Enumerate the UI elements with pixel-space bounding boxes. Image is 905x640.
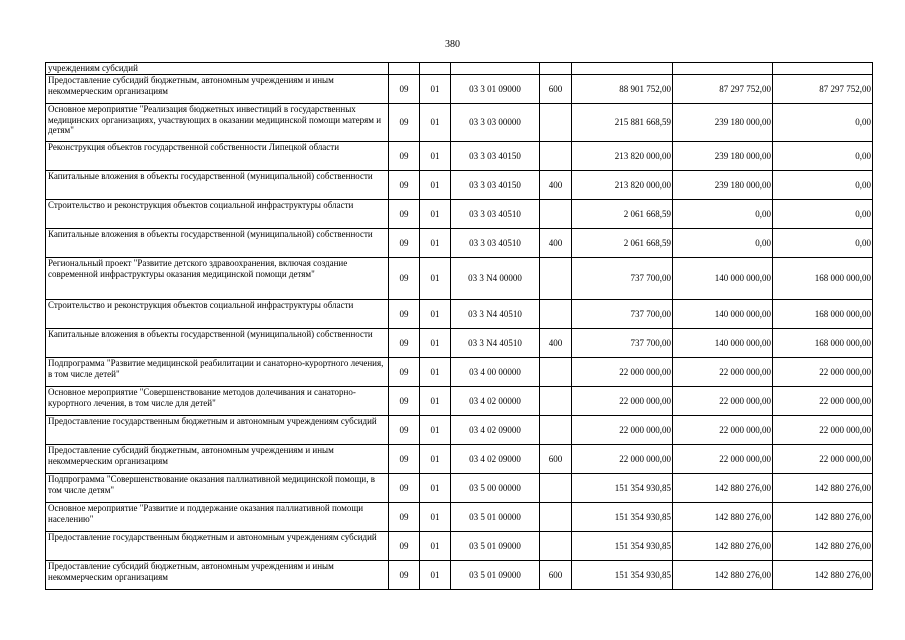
ved-cell: 09 <box>389 229 420 258</box>
sum-2021-cell <box>572 63 673 75</box>
row-name-cell: Капитальные вложения в объекты государственной (муниципальной) собственности <box>46 229 389 258</box>
csr-cell: 03 4 02 09000 <box>451 445 540 474</box>
sum-2023-cell: 168 000 000,00 <box>773 300 873 329</box>
ved-cell: 09 <box>389 258 420 300</box>
sum-2021-cell: 737 700,00 <box>572 258 673 300</box>
sum-2022-cell: 142 880 276,00 <box>673 503 773 532</box>
page-number: 380 <box>445 39 460 50</box>
row-name-cell: Капитальные вложения в объекты государственной (муниципальной) собственности <box>46 171 389 200</box>
csr-cell: 03 3 01 09000 <box>451 75 540 104</box>
sum-2023-cell: 0,00 <box>773 171 873 200</box>
sum-2023-cell: 22 000 000,00 <box>773 445 873 474</box>
vr-cell <box>540 104 572 142</box>
table-row <box>46 329 873 358</box>
razdel-cell: 01 <box>420 532 451 561</box>
csr-cell: 03 4 00 00000 <box>451 358 540 387</box>
vr-cell <box>540 387 572 416</box>
sum-2023-cell: 142 880 276,00 <box>773 532 873 561</box>
sum-2023-cell: 22 000 000,00 <box>773 416 873 445</box>
sum-2022-cell: 140 000 000,00 <box>673 329 773 358</box>
sum-2021-cell: 213 820 000,00 <box>572 171 673 200</box>
table-row <box>46 258 873 300</box>
sum-2021-cell: 151 354 930,85 <box>572 503 673 532</box>
sum-2022-cell: 22 000 000,00 <box>673 445 773 474</box>
table-row <box>46 387 873 416</box>
sum-2023-cell: 0,00 <box>773 200 873 229</box>
csr-cell: 03 3 03 40150 <box>451 142 540 171</box>
table-row <box>46 532 873 561</box>
csr-cell: 03 5 01 09000 <box>451 561 540 590</box>
ved-cell: 09 <box>389 532 420 561</box>
ved-cell: 09 <box>389 474 420 503</box>
sum-2022-cell: 239 180 000,00 <box>673 142 773 171</box>
table-row <box>46 445 873 474</box>
razdel-cell: 01 <box>420 474 451 503</box>
sum-2021-cell: 2 061 668,59 <box>572 229 673 258</box>
sum-2023-cell: 168 000 000,00 <box>773 329 873 358</box>
sum-2022-cell: 0,00 <box>673 200 773 229</box>
csr-cell: 03 5 01 00000 <box>451 503 540 532</box>
ved-cell <box>389 63 420 75</box>
row-name-cell: Строительство и реконструкция объектов социальной инфраструктуры области <box>46 300 389 329</box>
row-name-cell: Предоставление государственным бюджетным и автономным учреждениям субсидий <box>46 416 389 445</box>
sum-2022-cell: 87 297 752,00 <box>673 75 773 104</box>
ved-cell: 09 <box>389 200 420 229</box>
sum-2022-cell: 22 000 000,00 <box>673 416 773 445</box>
vr-cell <box>540 532 572 561</box>
razdel-cell: 01 <box>420 75 451 104</box>
sum-2023-cell: 0,00 <box>773 229 873 258</box>
csr-cell: 03 3 03 00000 <box>451 104 540 142</box>
vr-cell <box>540 503 572 532</box>
row-name-cell: Предоставление субсидий бюджетным, автономным учреждениям и иным некоммерческим организациям <box>46 561 389 590</box>
sum-2021-cell: 151 354 930,85 <box>572 474 673 503</box>
vr-cell: 400 <box>540 229 572 258</box>
vr-cell <box>540 300 572 329</box>
ved-cell: 09 <box>389 142 420 171</box>
sum-2021-cell: 88 901 752,00 <box>572 75 673 104</box>
sum-2021-cell: 737 700,00 <box>572 300 673 329</box>
table-row <box>46 104 873 142</box>
razdel-cell: 01 <box>420 329 451 358</box>
row-name-cell: Предоставление субсидий бюджетным, автономным учреждениям и иным некоммерческим организациям <box>46 75 389 104</box>
csr-cell: 03 3 03 40510 <box>451 200 540 229</box>
csr-cell: 03 3 03 40510 <box>451 229 540 258</box>
table-row <box>46 142 873 171</box>
sum-2023-cell: 22 000 000,00 <box>773 358 873 387</box>
ved-cell: 09 <box>389 104 420 142</box>
vr-cell <box>540 63 572 75</box>
sum-2021-cell: 213 820 000,00 <box>572 142 673 171</box>
row-name-cell: Основное мероприятие "Реализация бюджетных инвестиций в государственных медицинских организациях, участвующих в оказании медицинской помощи матерям и детям" <box>46 104 389 142</box>
sum-2023-cell: 168 000 000,00 <box>773 258 873 300</box>
vr-cell <box>540 474 572 503</box>
sum-2021-cell: 737 700,00 <box>572 329 673 358</box>
sum-2021-cell: 215 881 668,59 <box>572 104 673 142</box>
csr-cell: 03 3 N4 40510 <box>451 329 540 358</box>
csr-cell: 03 4 02 09000 <box>451 416 540 445</box>
razdel-cell: 01 <box>420 416 451 445</box>
sum-2022-cell: 239 180 000,00 <box>673 171 773 200</box>
ved-cell: 09 <box>389 75 420 104</box>
table-row <box>46 503 873 532</box>
vr-cell <box>540 416 572 445</box>
row-name-cell: Предоставление субсидий бюджетным, автономным учреждениям и иным некоммерческим организациям <box>46 445 389 474</box>
sum-2022-cell: 142 880 276,00 <box>673 474 773 503</box>
vr-cell: 400 <box>540 329 572 358</box>
razdel-cell: 01 <box>420 258 451 300</box>
table-row <box>46 75 873 104</box>
vr-cell <box>540 258 572 300</box>
sum-2023-cell <box>773 63 873 75</box>
razdel-cell: 01 <box>420 171 451 200</box>
razdel-cell: 01 <box>420 387 451 416</box>
table-row <box>46 300 873 329</box>
table-row <box>46 416 873 445</box>
vr-cell <box>540 142 572 171</box>
razdel-cell <box>420 63 451 75</box>
row-name-cell: Подпрограмма "Развитие медицинской реабилитации и санаторно-курортного лечения, в том числе детей" <box>46 358 389 387</box>
sum-2023-cell: 0,00 <box>773 142 873 171</box>
row-name-cell: Основное мероприятие "Совершенствование методов долечивания и санаторно-курортного лечения, в том числе для детей" <box>46 387 389 416</box>
table-row <box>46 358 873 387</box>
ved-cell: 09 <box>389 503 420 532</box>
sum-2022-cell: 22 000 000,00 <box>673 358 773 387</box>
razdel-cell: 01 <box>420 300 451 329</box>
sum-2022-cell: 140 000 000,00 <box>673 300 773 329</box>
csr-cell: 03 4 02 00000 <box>451 387 540 416</box>
csr-cell <box>451 63 540 75</box>
sum-2022-cell: 140 000 000,00 <box>673 258 773 300</box>
sum-2023-cell: 22 000 000,00 <box>773 387 873 416</box>
row-name-cell: Строительство и реконструкция объектов социальной инфраструктуры области <box>46 200 389 229</box>
sum-2022-cell: 142 880 276,00 <box>673 532 773 561</box>
table-row <box>46 474 873 503</box>
sum-2023-cell: 142 880 276,00 <box>773 474 873 503</box>
sum-2022-cell <box>673 63 773 75</box>
razdel-cell: 01 <box>420 229 451 258</box>
csr-cell: 03 3 N4 00000 <box>451 258 540 300</box>
csr-cell: 03 5 00 00000 <box>451 474 540 503</box>
row-name-cell: Основное мероприятие "Развитие и поддержание оказания паллиативной помощи населению" <box>46 503 389 532</box>
sum-2021-cell: 2 061 668,59 <box>572 200 673 229</box>
row-name-cell: учреждениям субсидий <box>46 63 389 75</box>
razdel-cell: 01 <box>420 561 451 590</box>
ved-cell: 09 <box>389 358 420 387</box>
vr-cell <box>540 358 572 387</box>
ved-cell: 09 <box>389 300 420 329</box>
sum-2021-cell: 151 354 930,85 <box>572 532 673 561</box>
razdel-cell: 01 <box>420 503 451 532</box>
sum-2023-cell: 87 297 752,00 <box>773 75 873 104</box>
sum-2023-cell: 0,00 <box>773 104 873 142</box>
ved-cell: 09 <box>389 416 420 445</box>
sum-2022-cell: 142 880 276,00 <box>673 561 773 590</box>
ved-cell: 09 <box>389 387 420 416</box>
vr-cell: 400 <box>540 171 572 200</box>
table-row <box>46 561 873 590</box>
csr-cell: 03 5 01 09000 <box>451 532 540 561</box>
row-name-cell: Реконструкция объектов государственной собственности Липецкой области <box>46 142 389 171</box>
sum-2022-cell: 22 000 000,00 <box>673 387 773 416</box>
ved-cell: 09 <box>389 329 420 358</box>
row-name-cell: Капитальные вложения в объекты государственной (муниципальной) собственности <box>46 329 389 358</box>
vr-cell <box>540 200 572 229</box>
vr-cell: 600 <box>540 445 572 474</box>
row-name-cell: Подпрограмма "Совершенствование оказания паллиативной медицинской помощи, в том числе детям" <box>46 474 389 503</box>
razdel-cell: 01 <box>420 104 451 142</box>
table-row <box>46 229 873 258</box>
vr-cell: 600 <box>540 561 572 590</box>
ved-cell: 09 <box>389 561 420 590</box>
sum-2021-cell: 151 354 930,85 <box>572 561 673 590</box>
table-row <box>46 200 873 229</box>
row-name-cell: Региональный проект "Развитие детского здравоохранения, включая создание современной инфраструктуры оказания медицинской помощи детям" <box>46 258 389 300</box>
razdel-cell: 01 <box>420 200 451 229</box>
razdel-cell: 01 <box>420 358 451 387</box>
vr-cell: 600 <box>540 75 572 104</box>
razdel-cell: 01 <box>420 445 451 474</box>
sum-2022-cell: 0,00 <box>673 229 773 258</box>
sum-2021-cell: 22 000 000,00 <box>572 358 673 387</box>
table-row <box>46 171 873 200</box>
csr-cell: 03 3 03 40150 <box>451 171 540 200</box>
sum-2021-cell: 22 000 000,00 <box>572 445 673 474</box>
sum-2021-cell: 22 000 000,00 <box>572 387 673 416</box>
razdel-cell: 01 <box>420 142 451 171</box>
ved-cell: 09 <box>389 445 420 474</box>
budget-table <box>45 62 873 590</box>
row-name-cell: Предоставление государственным бюджетным и автономным учреждениям субсидий <box>46 532 389 561</box>
ved-cell: 09 <box>389 171 420 200</box>
sum-2023-cell: 142 880 276,00 <box>773 561 873 590</box>
sum-2022-cell: 239 180 000,00 <box>673 104 773 142</box>
csr-cell: 03 3 N4 40510 <box>451 300 540 329</box>
sum-2023-cell: 142 880 276,00 <box>773 503 873 532</box>
sum-2021-cell: 22 000 000,00 <box>572 416 673 445</box>
table-row <box>46 63 873 75</box>
